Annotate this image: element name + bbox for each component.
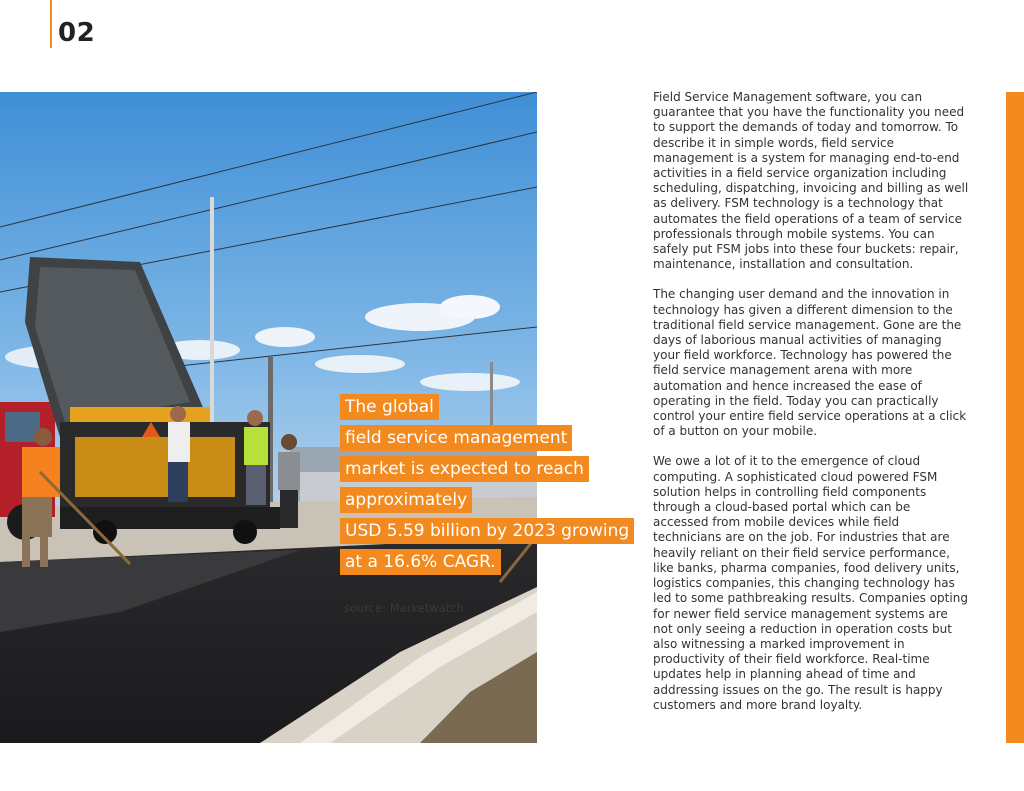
callout-line-5: USD 5.59 billion by 2023 growing [340,518,634,544]
callout-line-6: at a 16.6% CAGR. [340,549,501,575]
callout-line-3: market is expected to reach [340,456,589,482]
body-paragraph-1: Field Service Management software, you can guarantee that you have the functionality you need to support the demands of today and tomorrow. To describe it in simple words, field service management is a system for managing end-to-end activities in a field service organization including scheduling, dispatching, invoicing and billing as well as delivery. FSM technology is a technology that automates the field operations of a team of service professionals through mobile systems. You can safely put FSM jobs into these four buckets: repair, maintenance, installation and consultation. [653,90,969,272]
callout-line-2: field service management [340,425,572,451]
source-caption: source: Marketwatch [344,601,464,615]
road-paving-photo [0,92,537,743]
callout-line-1: The global [340,394,439,420]
accent-side-bar [1006,92,1024,743]
page-number: 02 [58,18,96,48]
body-paragraph-2: The changing user demand and the innovation in technology has given a different dimension to the traditional field service management. Gone are the days of laborious manual activities of managing your field workforce. Technology has powered the field service management arena with more automation and hence increased the ease of operating in the field. Today you can practically control your entire field service operations at a click of a button on your mobile. [653,287,967,439]
page-number-rule [50,0,52,48]
body-paragraph-3: We owe a lot of it to the emergence of cloud computing. A sophisticated cloud powered FSM solution helps in controlling field components through a cloud-based portal which can be accessed from mobile devices while field technicians are on the job. For industries that are heavily reliant on their field service performance, like banks, pharma companies, food delivery units, logistics companies, this changing technology has led to some pathbreaking results. Companies opting for newer field service management systems are not only seeing a reduction in operation costs but also witnessing a marked improvement in productivity of their field workforce. Real-time updates help in planning ahead of time and addressing issues on the go. The result is happy customers and more brand loyalty. [653,454,968,712]
callout-line-4: approximately [340,487,472,513]
body-text [653,90,969,728]
